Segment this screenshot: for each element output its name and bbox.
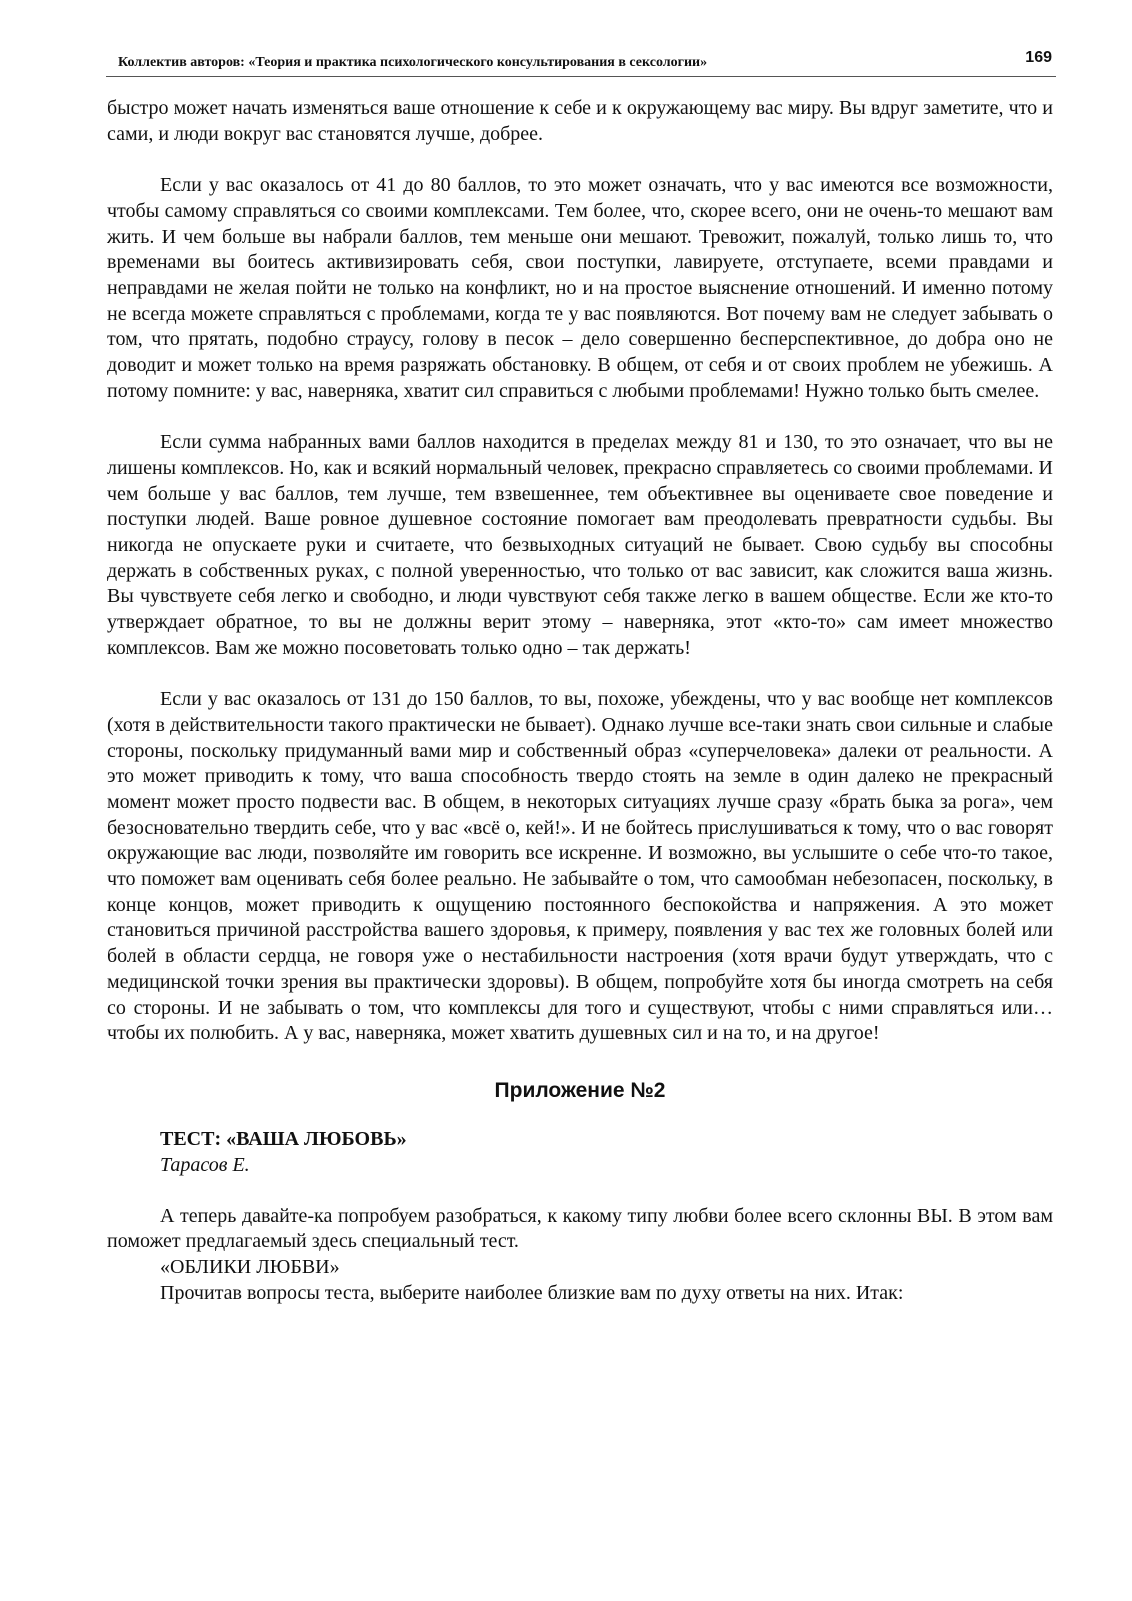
test-title: ТЕСТ: «ВАША ЛЮБОВЬ» <box>160 1127 407 1150</box>
paragraph-continuation: быстро может начать изменяться ваше отношение к себе и к окружающему вас миру. Вы вдруг заметите, что и сами, и люди вокруг вас становятся лучше, добрее. <box>107 97 1053 145</box>
running-title: Коллектив авторов: «Теория и практика психологического консультирования в сексологии» <box>118 55 708 70</box>
test-author: Тарасов Е. <box>160 1153 250 1176</box>
test-instruction: Прочитав вопросы теста, выберите наиболее близкие вам по духу ответы на них. Итак: <box>160 1281 904 1304</box>
running-header <box>106 49 1056 77</box>
body-text <box>107 96 1053 1306</box>
test-intro: А теперь давайте-ка попробуем разобраться, к какому типу любви более всего склонны ВЫ. В этом вам поможет предлагаемый здесь специальный тест. <box>107 1204 1053 1253</box>
test-name: «ОБЛИКИ ЛЮБВИ» <box>160 1256 340 1279</box>
page-number: 169 <box>1025 49 1052 66</box>
paragraph-score-81-130: Если сумма набранных вами баллов находится в пределах между 81 и 130, то это означает, что вы не лишены комплексов. Но, как и всякий нормальный человек, прекрасно справляетесь со своими проблемами. И чем больше у вас баллов, тем лучше, тем взвешеннее, тем объективнее вы оцениваете свое поведение и поступки людей. Ваше ровное душевное состояние помогает вам преодолевать превратности судьбы. Вы никогда не опускаете руки и считаете, что безвыходных ситуаций не бывает. Свою судьбу вы способны держать в собственных руках, с полной уверенностью, что только от вас зависит, как сложится ваша жизнь. Вы чувствуете себя легко и свободно, и люди чувствуют себя также легко в вашем обществе. Если же кто-то утверждает обратное, то вы не должны верит этому – наверняка, этот «кто-то» сам имеет множество комплексов. Вам же можно посоветовать только одно – так держать! <box>107 431 1053 659</box>
appendix-title: Приложение №2 <box>494 1078 666 1102</box>
paragraph-score-131-150: Если у вас оказалось от 131 до 150 баллов, то вы, похоже, убеждены, что у вас вообще нет комплексов (хотя в действительности такого практически не бывает). Однако лучше все-таки знать свои сильные и слабые стороны, поскольку придуманный вами мир и собственный образ «суперчеловека» далеки от реальности. А это может приводить к тому, что ваша способность твердо стоять на земле в один далеко не прекрасный момент может просто подвести вас. В общем, в некоторых ситуациях лучше сразу «брать быка за рога», чем безосновательно твердить себе, что у вас «всё о, кей!». И не бойтесь прислушиваться к тому, что о вас говорят окружающие вас люди, позволяйте им говорить все искренне. И возможно, вы услышите о себе что-то такое, что поможет вам оценивать себя более реально. Не забывайте о том, что самообман небезопасен, поскольку, в конце концов, может приводить к ощущению постоянного беспокойства и напряжения. А это может становиться причиной расстройства вашего здоровья, к примеру, появления у вас тех же головных болей или болей в области сердца, не говоря уже о нестабильности настроения (хотя врачи будут утверждать, что с медицинской точки зрения вы практически здоровы). В общем, попробуйте хотя бы иногда смотреть на себя со стороны. И не забывать о том, что комплексы для того и существуют, чтобы с ними справляться или… чтобы их полюбить. А у вас, наверняка, может хватить душевных сил и на то, и на другое! <box>107 688 1053 1045</box>
paragraph-score-41-80: Если у вас оказалось от 41 до 80 баллов, то это может означать, что у вас имеются все возможности, чтобы самому справляться со своими комплексами. Тем более, что, скорее всего, они не очень-то мешают вам жить. И чем больше вы набрали баллов, тем меньше они мешают. Тревожит, пожалуй, только лишь то, что временами вы боитесь активизировать себя, свои поступки, лавируете, отступаете, всеми правдами и неправдами не желая пойти не только на конфликт, но и на простое выяснение отношений. И именно потому не всегда можете справляться с проблемами, когда те у вас появляются. Вот почему вам не следует забывать о том, что прятать, подобно страусу, голову в песок – дело совершенно бесперспективное, до добра оно не доводит и может только на время разряжать обстановку. В общем, от себя и от своих проблем не убежишь. А потому помните: у вас, наверняка, хватит сил справиться с любыми проблемами! Нужно только быть смелее. <box>107 174 1053 402</box>
